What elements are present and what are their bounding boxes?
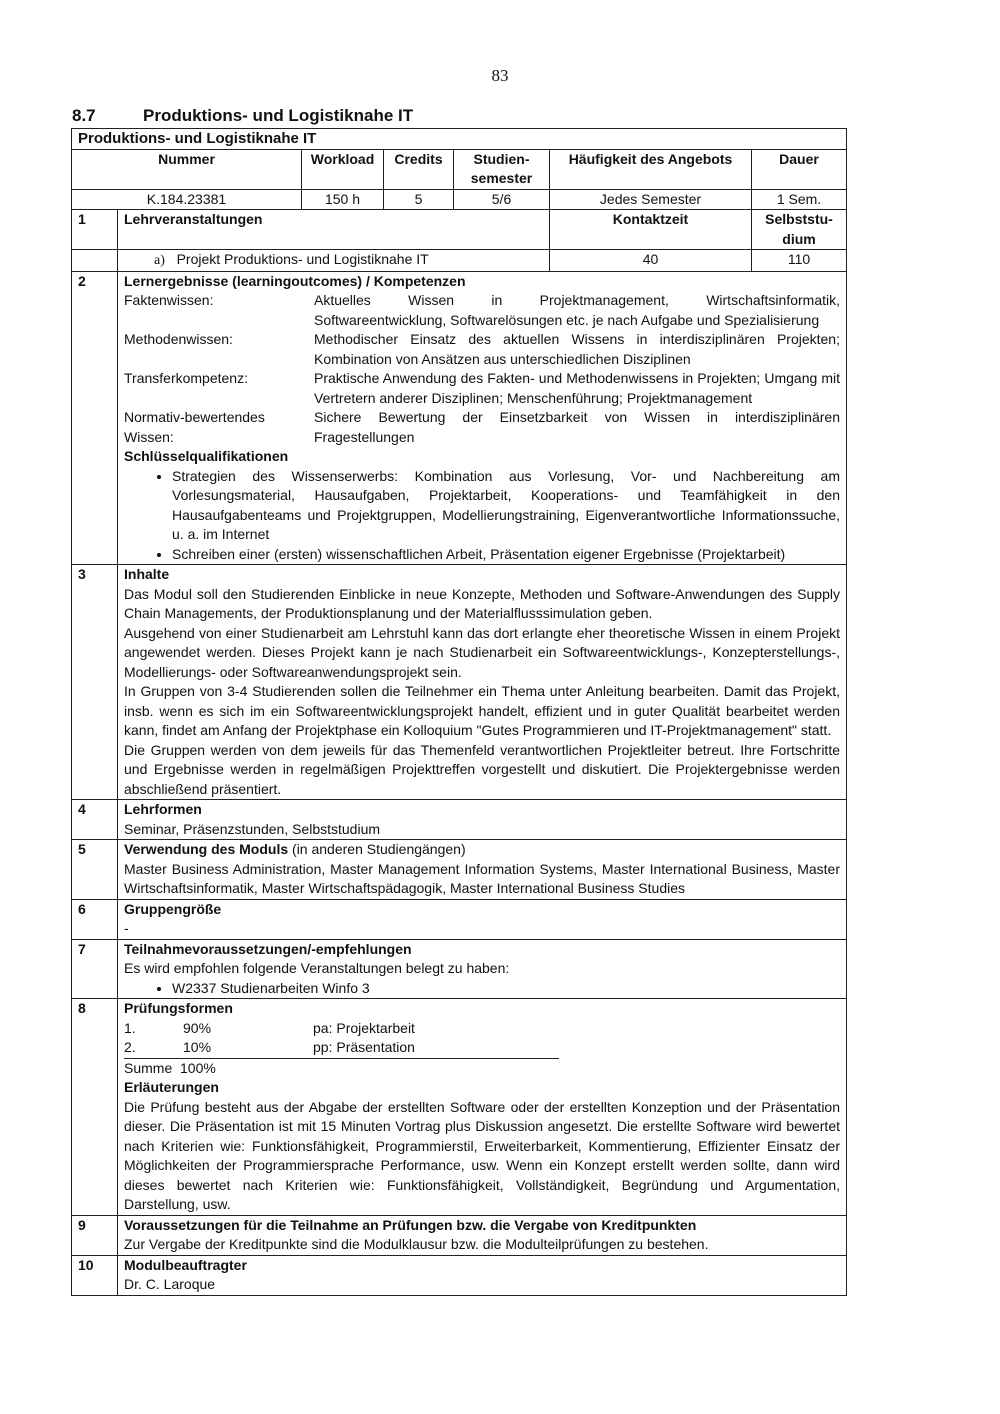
explanation-title: Erläuterungen: [124, 1079, 219, 1095]
exam-row: 1. 90% pa: Projektarbeit: [124, 1019, 415, 1036]
section-number: 8.7: [72, 106, 96, 125]
kontaktzeit-value: 40: [550, 250, 752, 272]
section-7: [72, 939, 847, 999]
prerequisite-list: [124, 979, 840, 999]
section-6-content: [118, 899, 847, 939]
section-5-text: Master Business Administration, Master Management Information Systems, Master International Business, Master Wirtschaftsinformatik, Master Wirtschaftspädagogik, Master International Business Studies: [124, 860, 840, 896]
selbststudium-value: 110: [752, 250, 847, 272]
section-10-title: Modulbeauftragter: [124, 1256, 247, 1273]
section-3-content: [118, 565, 847, 800]
section-10-content: [118, 1255, 847, 1295]
section-2-title: Lernergebnisse (learningoutcomes) / Kompetenzen: [124, 272, 466, 289]
section-6: [72, 899, 847, 939]
section-5-title-suffix: (in anderen Studiengängen): [288, 841, 466, 857]
exam-row: 2. 10% pp: Präsentation: [124, 1039, 415, 1055]
content-paragraph: In Gruppen von 3-4 Studierenden sollen die Teilnehmer ein Thema unter Anleitung bearbeiten. Damit das Projekt, insb. wenn es sich im ein Softwareentwicklungsprojekt handelt, effizient und in guter Qualität bearbeitet werden kann, findet am Anfang der Projektphase ein Kolloquium "Gutes Programmieren und IT-Projektmanagement" statt.: [124, 683, 840, 738]
key-qualifications-list: [124, 467, 840, 565]
module-title: Produktions- und Logistiknahe IT: [72, 129, 847, 150]
section-heading: [72, 106, 413, 126]
content-paragraph: Das Modul soll den Studierenden Einblicke in neue Konzepte, Methoden und Software-Anwendungen des Supply Chain Managements, der Produktionsplanung und der Materialflusssimulation geben.: [124, 585, 840, 621]
competence-transfer: Transferkompetenz: Praktische Anwendung des Fakten- und Methodenwissens in Projekten; Umgang mit Vertretern anderer Disziplinen; Menschenführung; Projektmanagement: [124, 370, 840, 406]
section-5-title: Verwendung des Moduls: [124, 841, 289, 857]
section-5-number: 5: [72, 840, 118, 900]
section-3-number: 3: [72, 565, 118, 800]
module-header-row: [72, 149, 847, 189]
value-workload: 150 h: [302, 189, 384, 210]
section-8-number: 8: [72, 999, 118, 1216]
list-item: • W2337 Studienarbeiten Winfo 3: [172, 979, 840, 999]
content-paragraph: Die Gruppen werden von dem jeweils für das Themenfeld verantwortlichen Projektleiter betreut. Ihre Fortschritte und Ergebnisse werden in regelmäßigen Projekttreffen vorgestellt und diskutiert. Die Projektergebnisse werden abschließend präsentiert.: [124, 741, 840, 797]
section-2: [72, 271, 847, 565]
section-6-text: -: [124, 920, 129, 936]
module-table: [71, 128, 846, 1296]
section-8-content: [118, 999, 847, 1216]
section-7-content: [118, 939, 847, 999]
section-10-number: 10: [72, 1255, 118, 1295]
section-7-number: 7: [72, 939, 118, 999]
section-6-title: Gruppengröße: [124, 900, 222, 917]
section-1: [72, 210, 847, 250]
page-number: 83: [491, 66, 509, 85]
section-5: [72, 840, 847, 900]
section-1-number: 1: [72, 210, 118, 250]
section-4-text: Seminar, Präsenzstunden, Selbststudium: [124, 820, 381, 837]
exam-sum: Summe 100%: [124, 1059, 216, 1076]
header-workload: Workload: [302, 149, 384, 189]
module-coordinator: Dr. C. Laroque: [124, 1276, 216, 1292]
section-2-content: [118, 271, 847, 565]
value-credits: 5: [384, 189, 454, 210]
section-10: [72, 1255, 847, 1295]
selbststudium-label: Selbststu- dium: [752, 210, 847, 250]
section-4: [72, 800, 847, 840]
header-semester: Studien- semester: [454, 149, 550, 189]
value-semester: 5/6: [454, 189, 550, 210]
competence-methoden: Methodenwissen: Methodischer Einsatz des aktuellen Wissens in interdisziplinären Projekten; Kombination von Ansätzen aus unterschiedlichen Disziplinen: [124, 331, 840, 367]
section-title: Produktions- und Logistiknahe IT: [143, 106, 414, 125]
key-qualifications-title: Schlüsselqualifikationen: [124, 448, 289, 464]
explanation-text: Die Prüfung besteht aus der Abgabe der erstellten Software oder der erstellten Konzeption und der Präsentation dieser. Die Präsentation ist mit 15 Minuten Vortrag plus Diskussion angesetzt. Die erstellte Software wird bewertet nach Kriterien wie: Funktionsfähigkeit, Programmierstil, Erweiterbarkeit, Kommentierung, Effizienter Einsatz der Möglichkeiten der Programmiersprache Performance, usw. Wenn ein Konzept erstellt werden sollte, dann wird dieses bewertet nach Kriterien wie: Funktionsfähigkeit, Vollständigkeit, Begründung und Argumentation, Darstellung, usw.: [124, 1098, 840, 1212]
section-9-content: [118, 1215, 847, 1255]
section-6-number: 6: [72, 899, 118, 939]
value-nummer: K.184.23381: [72, 189, 302, 210]
module-values-row: [72, 189, 847, 210]
section-1-title: Lehrveranstaltungen: [118, 210, 550, 250]
exam-rule: [124, 1038, 559, 1059]
section-7-text: Es wird empfohlen folgende Veranstaltungen belegt zu haben:: [124, 960, 510, 976]
section-9-number: 9: [72, 1215, 118, 1255]
header-dauer: Dauer: [752, 149, 847, 189]
header-credits: Credits: [384, 149, 454, 189]
section-7-title: Teilnahmevoraussetzungen/-empfehlungen: [124, 940, 412, 957]
course-row: [72, 250, 847, 272]
section-4-title: Lehrformen: [124, 801, 202, 817]
section-3: [72, 565, 847, 800]
value-haeufigkeit: Jedes Semester: [550, 189, 752, 210]
section-8: [72, 999, 847, 1216]
section-9-text: Zur Vergabe der Kreditpunkte sind die Modulklausur bzw. die Modulteilprüfungen zu bestehen.: [124, 1236, 709, 1252]
course-name: Projekt Produktions- und Logistiknahe IT: [176, 251, 429, 267]
competence-normativ: Normativ-bewertendes Wissen: Sichere Bewertung der Einsetzbarkeit von Wissen in interdisziplinären Fragestellungen: [124, 409, 840, 445]
list-item: • Strategien des Wissenserwerbs: Kombination aus Vorlesung, Vor- und Nachbereitung am Vorlesungsmaterial, Hausaufgaben, Projektarbeit, Kooperations- und Teamfähigkeit in den Hausaufgabenteams und Projektgruppen, Modellierungstraining, Eigenverantwortliche Informationssuche, u. a. im Internet: [172, 467, 840, 545]
section-4-content: [118, 800, 847, 840]
section-4-number: 4: [72, 800, 118, 840]
list-item: • Schreiben einer (ersten) wissenschaftlichen Arbeit, Präsentation eigener Ergebnisse (Projektarbeit): [172, 545, 840, 565]
competence-fakten: Faktenwissen: Aktuelles Wissen in Projektmanagement, Wirtschaftsinformatik, Softwareentwicklung, Softwarelösungen etc. je nach Aufgabe und Spezialisierung: [124, 292, 840, 328]
section-9: [72, 1215, 847, 1255]
section-3-title: Inhalte: [124, 566, 170, 582]
course-cell: [118, 250, 550, 272]
section-5-content: [118, 840, 847, 900]
header-haeufigkeit: Häufigkeit des Angebots: [550, 149, 752, 189]
section-9-title: Voraussetzungen für die Teilnahme an Prüfungen bzw. die Vergabe von Kreditpunkten: [124, 1216, 697, 1233]
course-marker: a): [154, 253, 165, 268]
header-nummer: Nummer: [72, 149, 302, 189]
value-dauer: 1 Sem.: [752, 189, 847, 210]
section-8-title: Prüfungsformen: [124, 1000, 233, 1016]
section-2-number: 2: [72, 271, 118, 565]
kontaktzeit-label: Kontaktzeit: [550, 210, 752, 250]
content-paragraph: Ausgehend von einer Studienarbeit am Lehrstuhl kann das dort erlangte eher theoretische Wissen in einem Projekt angewendet werden. Dieses Projekt kann je nach Studienarbeit ein Softwareentwicklungs-, Konzepterstellungs-, Modellierungs- oder Softwareanwendungsprojekt sein.: [124, 624, 840, 680]
